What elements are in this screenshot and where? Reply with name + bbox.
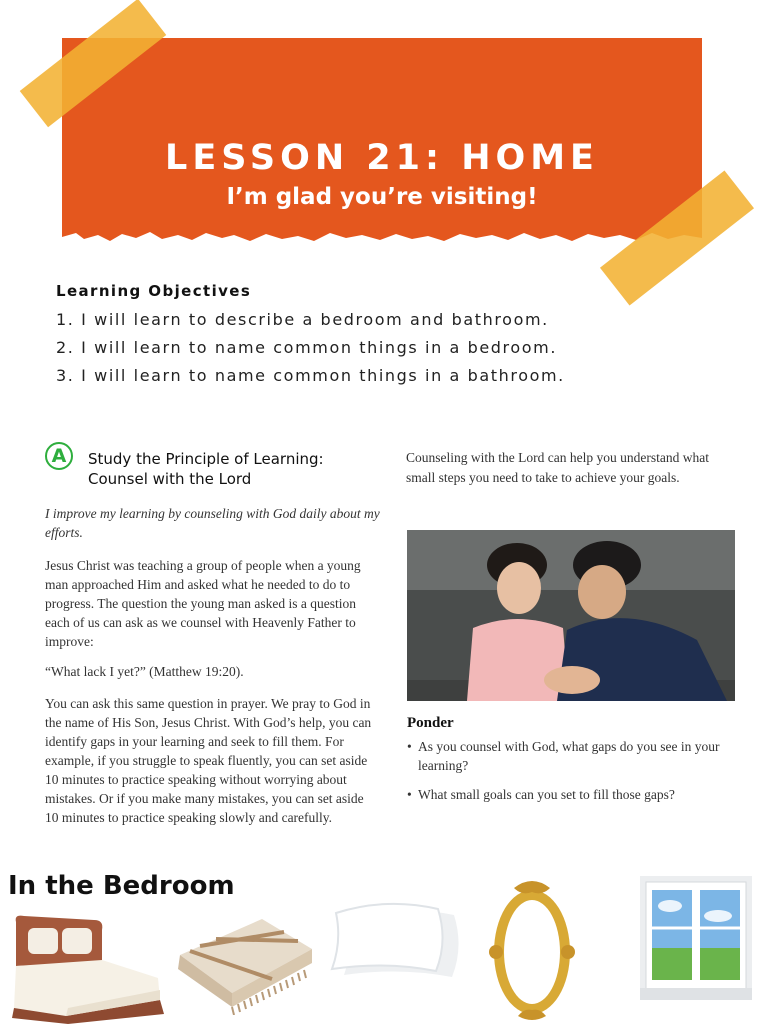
ponder-bullet: • As you counsel with God, what gaps do you see in your learning? [407, 737, 737, 775]
lesson-subtitle: I’m glad you’re visiting! [226, 184, 538, 210]
lesson-banner [62, 38, 702, 250]
objective-item: 1. I will learn to describe a bedroom and bathroom. [56, 310, 549, 329]
section-a-paragraph: “What lack I yet?” (Matthew 19:20). [45, 664, 244, 679]
section-a-paragraph: You can ask this same question in prayer. We pray to God in the name of His Son, Jesus Christ. With God’s help, you can identify gaps in your learning and seek to fill them. For example, if you struggle to speak fluently, you can set aside 10 minutes to practice speaking without worrying about mistakes. Or if you make many mistakes, you can set aside 10 minutes to practice speaking slowly and carefully. [45, 696, 372, 825]
ponder-bullet-text: As you counsel with God, what gaps do you see in your learning? [418, 739, 720, 773]
objectives-heading: Learning Objectives [56, 282, 252, 300]
bed-image [10, 912, 168, 1028]
ponder-bullet-text: What small goals can you set to fill those gaps? [418, 787, 675, 802]
section-a-heading: Study the Principle of Learning: Counsel with the Lord [88, 450, 324, 488]
torn-edge [62, 229, 702, 250]
lesson-title: LESSON 21: HOME [165, 138, 599, 178]
objective-item: 2. I will learn to name common things in a bedroom. [56, 338, 558, 357]
section-a-paragraph: Jesus Christ was teaching a group of people when a young man approached Him and asked what he needed to do to progress. The question the young man asked is a question each of us can ask as we counsel with Heavenly Father to improve: [45, 558, 361, 649]
window-image [640, 876, 752, 1004]
ponder-bullet: • What small goals can you set to fill those gaps? [407, 785, 737, 804]
objective-item: 3. I will learn to name common things in a bathroom. [56, 366, 565, 385]
blanket-image [176, 915, 316, 1019]
praying-couple-photo [407, 530, 735, 701]
ponder-heading: Ponder [407, 715, 454, 731]
pillow-image [330, 897, 466, 993]
right-intro: Counseling with the Lord can help you understand what small steps you need to take to achieve your goals. [406, 450, 709, 485]
section-a-marker: A [45, 442, 73, 470]
mirror-image [484, 876, 580, 1028]
section-a-lead: I improve my learning by counseling with God daily about my efforts. [45, 506, 380, 540]
bedroom-heading: In the Bedroom [8, 871, 235, 901]
